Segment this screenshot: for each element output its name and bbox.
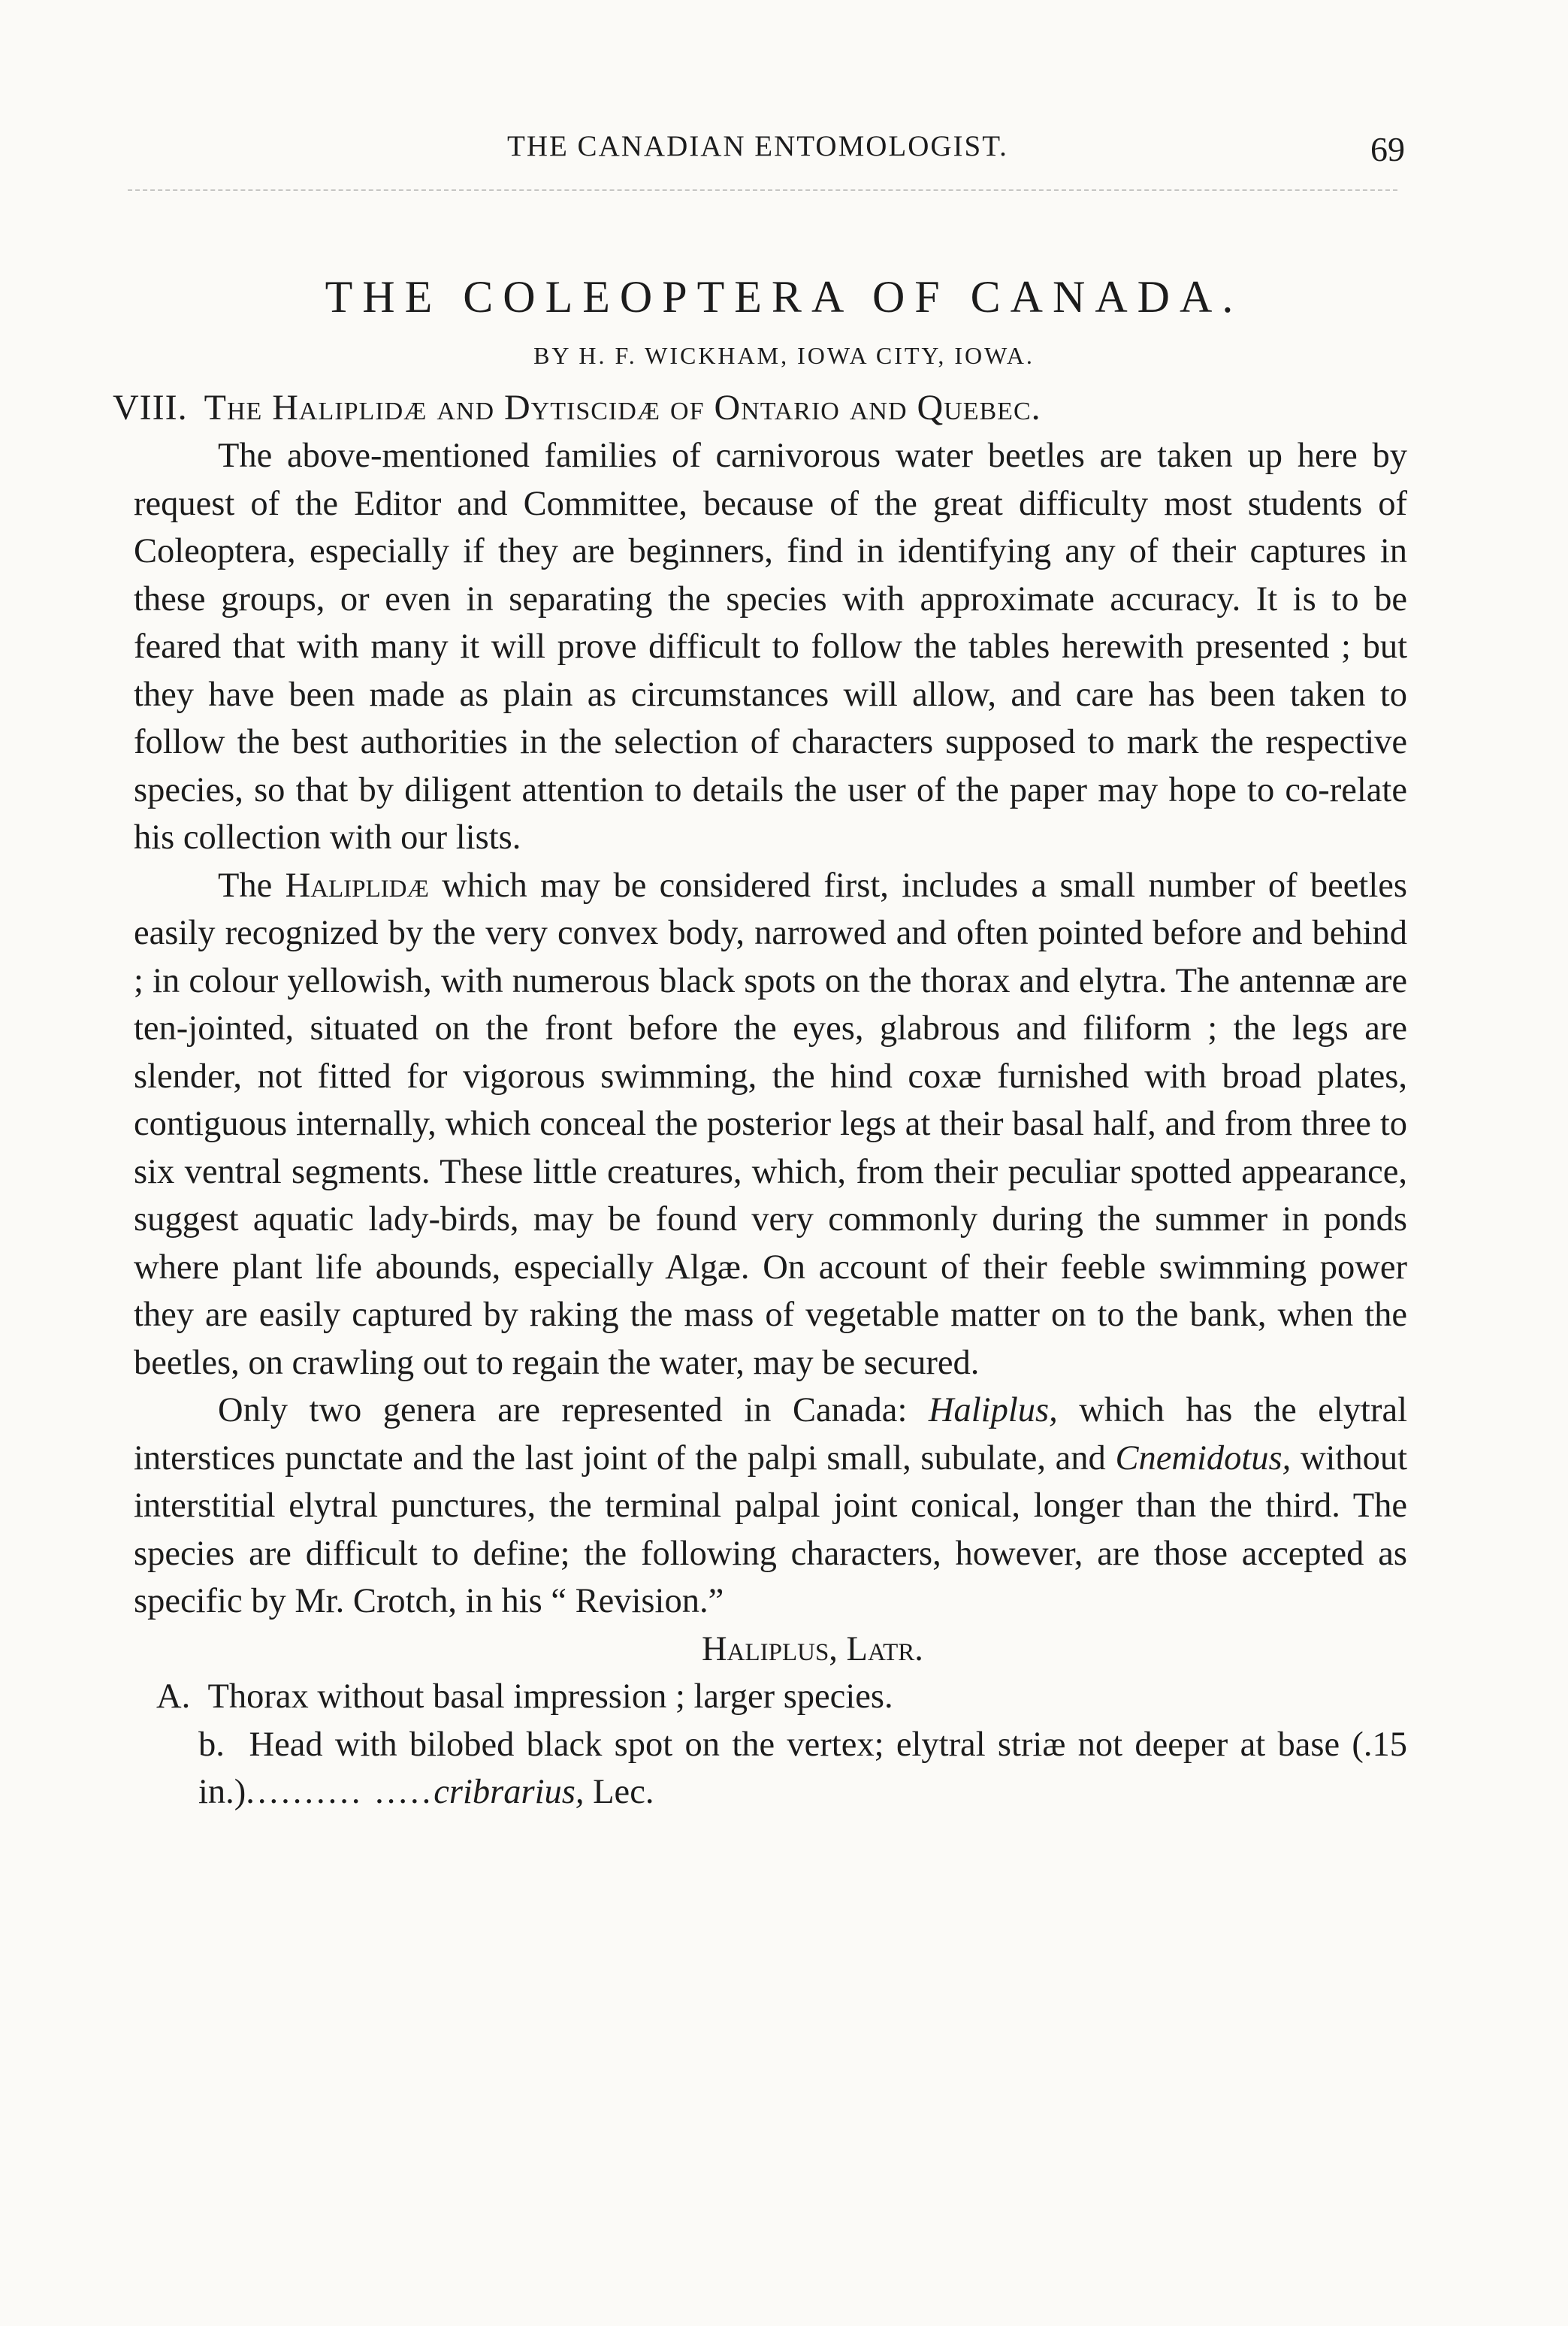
running-head	[98, 129, 1405, 174]
genera-text-a: Only two genera are represented in Canada:	[218, 1391, 908, 1429]
species-author: Lec.	[593, 1773, 654, 1811]
genera-text-b: which has the elytral interstices punctate and the last joint of the palpi small, subulate, and	[134, 1391, 1408, 1478]
paragraph-intro: The above-mentioned families of carnivorous water beetles are taken up here by request of the Editor and Committee, because of the great difficulty most students of Coleoptera, especially if they are beginners, find in identifying any of their captures in these groups, or even in separating the species with approximate accuracy. It is to be feared that with many it will prove difficult to follow the tables herewith presented ; but they have been made as plain as circumstances will allow, and care has been taken to follow the best authorities in the selection of characters supposed to mark the respective species, so that by diligent attention to details the user of the paper may hope to co-relate his collection with our lists.	[134, 437, 1407, 857]
page-number: 69	[1370, 130, 1405, 168]
section-number: VIII.	[113, 388, 188, 428]
key-label-b: b.	[198, 1725, 225, 1764]
running-title: THE CANADIAN ENTOMOLOGIST.	[507, 130, 1008, 162]
article-body	[134, 432, 1407, 1816]
paragraph-lead: The	[218, 866, 273, 905]
key-genus-heading: Haliplus, Latr.	[702, 1629, 923, 1668]
article-byline: BY H. F. WICKHAM, IOWA CITY, IOWA.	[533, 342, 1035, 369]
paragraph-haliplidae	[134, 862, 1407, 1387]
species-name: cribrarius,	[434, 1773, 585, 1811]
key-entry-a	[134, 1673, 1407, 1721]
key-entry-b	[134, 1721, 1407, 1816]
key-label-a: A.	[156, 1677, 191, 1716]
key-text-b: Head with bilobed black spot on the vertex; elytral striæ not deeper at base (.15 in.)	[198, 1725, 1408, 1811]
genus-haliplus: Haliplus,	[928, 1391, 1058, 1429]
leader-dots: .......... .....	[246, 1773, 434, 1811]
header-rule	[128, 189, 1397, 191]
paragraph-genera	[134, 1387, 1407, 1626]
section-heading	[113, 387, 1390, 428]
family-name-haliplidae: Haliplidæ	[285, 866, 429, 905]
paragraph-haliplidae-text: which may be considered first, includes a small number of beetles easily recognized by the very convex body, narrowed and often pointed before and behind ; in colour yellowish, with numerous black spots on the thorax and elytra. The antennæ are ten-jointed, situated on the front before the eyes, glabrous and filiform ; the legs are slender, not fitted for vigorous swimming, the hind coxæ furnished with broad plates, contiguous internally, which conceal the posterior legs at their basal half, and from three to six ventral segments. These little creatures, which, from their peculiar spotted appearance, suggest aquatic lady-birds, may be found very commonly during the summer in ponds where plant life abounds, especially Algæ. On account of their feeble swimming power they are easily captured by raking the mass of vegetable matter on to the bank, when the beetles, on crawling out to regain the water, may be secured.	[134, 866, 1407, 1382]
genera-text-c: without interstitial elytral punctures, the terminal palpal joint conical, longer than the third. The species are difficult to define; the following characters, however, are those accepted as specific by Mr. Crotch, in his “ Revision.”	[134, 1438, 1408, 1620]
section-title: The Haliplidæ and Dytiscidæ of Ontario and Quebec.	[204, 388, 1041, 428]
article-title: THE COLEOPTERA OF CANADA.	[325, 272, 1243, 322]
genus-cnemidotus: Cnemidotus,	[1115, 1438, 1292, 1478]
key-text-a: Thorax without basal impression ; larger species.	[207, 1677, 893, 1716]
